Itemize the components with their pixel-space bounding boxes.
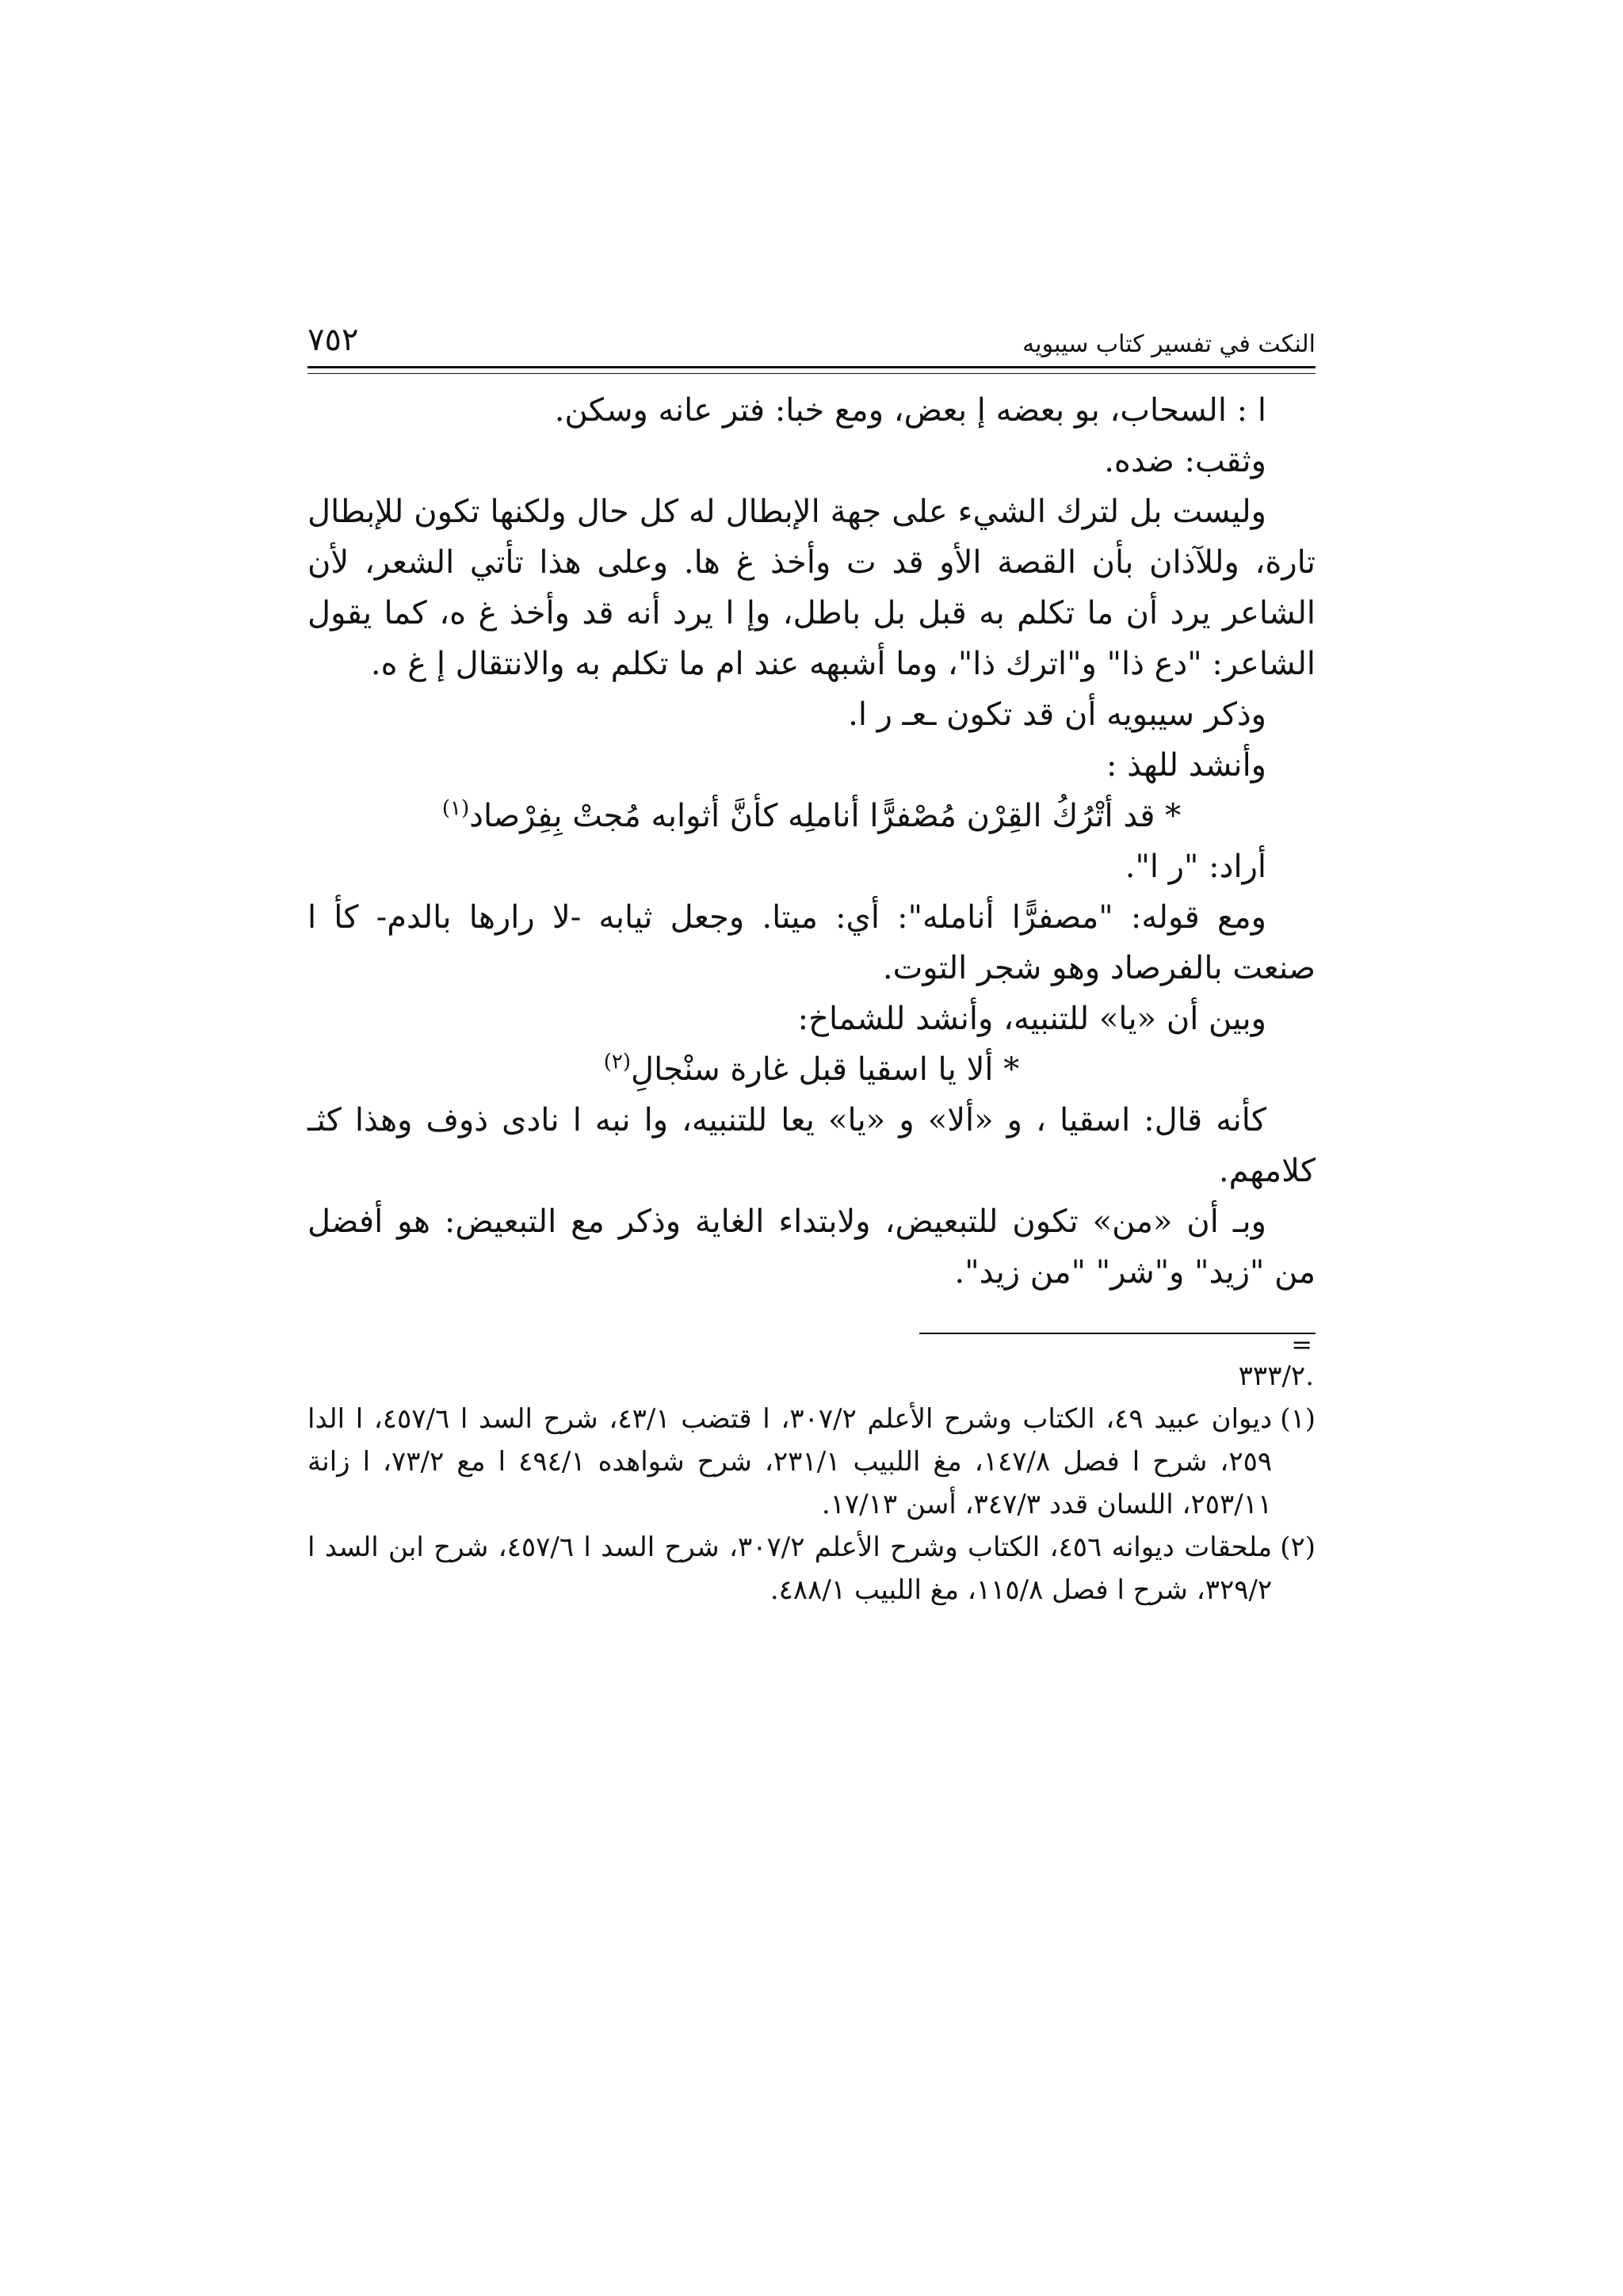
continuation-mark: = (1291, 1329, 1312, 1360)
header-rule (307, 366, 1316, 368)
footnote-text: ملحقات ديوانه ٤٥٦، الكتاب وشرح الأعلم ٣٠٧/٢، شرح السد ا ٤٥٧/٦، شرح ابن السد ا ٣٢٩/٢، شرح ا فصل ١١٥/٨، مغ اللبيب ٤٨٨/١. (307, 1531, 1273, 1606)
book-page (307, 317, 1316, 1611)
paragraph: ا : السحاب، بو بعضه إ بعض، ومع خبا: فتر عانه وسكن. (554, 392, 1266, 429)
footnote (307, 1398, 1316, 1526)
page-number: ٧٥٢ (307, 322, 359, 358)
paragraph: وأنشد للهذ : (1106, 747, 1266, 784)
footnote-number: (١) (1280, 1403, 1316, 1435)
footnote-text: ديوان عبيد ٤٩، الكتاب وشرح الأعلم ٣٠٧/٢، ا قتضب ٤٣/١، شرح السد ا ٤٥٧/٦، ا الدا ٢٥٩، شرح ا فصل ١٤٧/٨، مغ اللبيب ٢٣١/١، شرح شواهده ٤٩٤/١ ا مع ٧٣/٢، ا زانة ٢٥٣/١١، اللسان قدد ٣٤٧/٣، أسن ١٧/١٣. (307, 1403, 1273, 1520)
verse-line (307, 1044, 1316, 1095)
footnote-number: (٢) (1280, 1531, 1316, 1563)
footnotes (307, 1355, 1316, 1611)
footnote-continuation: .٣٣٣/٢ (1238, 1360, 1314, 1392)
paragraph: وبين أن «يا» للتنبيه، وأنشد للشماخ: (797, 1001, 1266, 1037)
paragraph: وذكر سيبويه أن قد تكون ـعـ ر ا. (848, 696, 1266, 733)
paragraph: وثقب: ضده. (1104, 443, 1266, 479)
paragraph: وليست بل لترك الشيء على جهة الإبطال له كل حال ولكنها تكون للإبطال تارة، وللآذان بأن القصة الأو قد ت وأخذ غ ها. وعلى هذا تأتي الشعر، لأن الشاعر يرد أن ما تكلم به قبل بل باطل، وإ ا يرد أنه قد وأخذ غ ه، كما يقول الشاعر: "دع ذا" و"اترك ذا"، وما أشبهه عند ام ما تكلم به والانتقال إ غ ه. (307, 494, 1316, 682)
verse-line (307, 791, 1316, 841)
main-text (307, 385, 1316, 1298)
running-title: النكت في تفسير كتاب سيبويه (1022, 330, 1316, 358)
footnote-reference[interactable]: (٢) (603, 1050, 632, 1074)
paragraph: ومع قوله: "مصفرًّا أنامله": أي: ميتا. وجعل ثيابه -لا رارها بالدم- كأ ا صنعت بالفرصاد وهو شجر التوت. (307, 899, 1316, 986)
footnote (307, 1526, 1316, 1611)
verse-text: * قد أتْرُكُ القِرْن مُصْفرًّا أناملِه كأنَّ أثوابه مُجتْ بِفِرْصاد (469, 798, 1182, 834)
footnotes-area (307, 1329, 1316, 1611)
header-rule-thin (307, 373, 1316, 374)
verse-text: * ألا يا اسقيا قبل غارة سنْجالِ (631, 1051, 1020, 1088)
paragraph: وبـ أن «من» تكون للتبعيض، ولابتداء الغاية وذكر مع التبعيض: هو أفضل من "زيد" و"شر" "من زيد". (307, 1203, 1316, 1291)
paragraph: أراد: "ر ا". (1125, 849, 1266, 885)
footnote-reference[interactable]: (١) (441, 796, 470, 821)
paragraph: كأنه قال: اسقيا ، و «ألا» و «يا» يعا للتنبيه، وا نبه ا نادى ذوف وهذا كثـ كلامهم. (307, 1102, 1316, 1189)
page-header (307, 317, 1316, 358)
